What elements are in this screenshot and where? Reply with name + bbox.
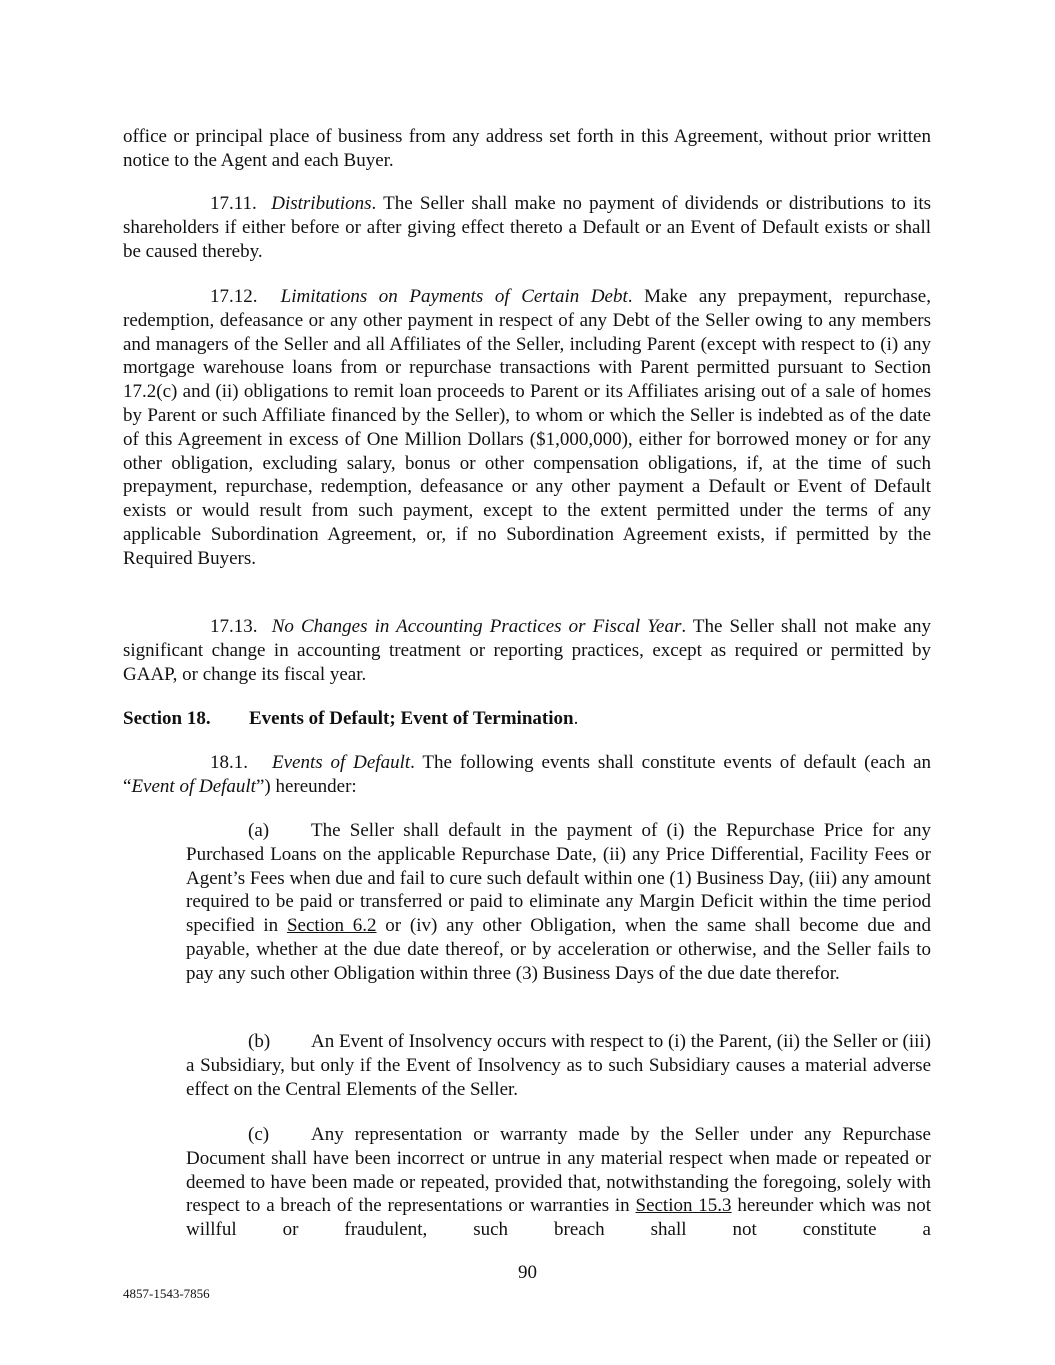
- section-title: Events of Default: [272, 752, 411, 773]
- clause-text: or (iv) any other Obligation, when the same shall become due and payable, whether at the due date thereof, or by acceleration or otherwise, and the Seller fails to pay any such other Obligation within three (3) Business Days of the due date therefor.: [186, 915, 931, 984]
- section-reference: Section 6.2: [286, 915, 377, 937]
- section-number: 17.12.: [210, 286, 258, 307]
- page-number: 90: [518, 1262, 537, 1283]
- paragraph-continuation: office or principal place of business from any address set forth in this Agreement, without prior written notice to the Agent and each Buyer.: [123, 126, 931, 171]
- section-text: . The Seller shall make no payment of dividends or distributions to its shareholders if either before or after giving effect thereto a Default or an Event of Default exists or shall be caused thereby.: [123, 193, 932, 262]
- clause-label: (a): [248, 820, 270, 841]
- clause-text: hereunder which was not willful or fraudulent, such breach shall not constitute a: [186, 1195, 932, 1241]
- clause-b: [186, 1030, 931, 1101]
- clause-label: (b): [248, 1031, 271, 1052]
- clause-text: An Event of Insolvency occurs with respect to (i) the Parent, (ii) the Seller or (iii) a Subsidiary, but only if the Event of Insolvency as to such Subsidiary causes a material adverse effect on the Central Elements of the Seller.: [186, 1031, 931, 1100]
- document-id: 4857-1543-7856: [123, 1286, 210, 1301]
- section-number: 18.1.: [210, 752, 248, 773]
- section-number: 17.11.: [210, 193, 257, 214]
- section-text: . The following events shall constitute events of default (each an “: [123, 752, 932, 797]
- clause-a: [186, 819, 931, 986]
- section-reference: Section 15.3: [635, 1195, 732, 1217]
- clause-text: The Seller shall default in the payment of (i) the Repurchase Price for any Purchased Loans on the applicable Repurchase Date, (ii) any Price Differential, Facility Fees or Agent’s Fees when due and fail to cure such default within one (1) Business Day, (iii) any amount required to be paid or transferred or paid to eliminate any Margin Deficit within the time period specified in: [186, 820, 931, 937]
- section-17-11: [123, 192, 931, 263]
- section-text: . Make any prepayment, repurchase, redemption, defeasance or any other payment in respect of any Debt of the Seller owing to any members and managers of the Seller and all Affiliates of the Seller, including Parent (except with respect to (i) any mortgage warehouse loans from or repurchase transactions with Parent permitted pursuant to Section 17.2(c) and (ii) obligations to remit loan proceeds to Parent or its Affiliates arising out of a sale of homes by Parent or such Affiliate financed by the Seller), to whom or which the Seller is indebted as of the date of this Agreement in excess of One Million Dollars ($1,000,000), either for borrowed money or for any other obligation, excluding salary, bonus or other compensation obligations, if, at the time of such prepayment, repurchase, redemption, defeasance or any other payment a Default or Event of Default exists or would result from such payment, except to the extent permitted under the terms of any applicable Subordination Agreement, or, if no Subordination Agreement exists, if permitted by the Required Buyers.: [123, 286, 931, 569]
- section-title: Limitations on Payments of Certain Debt: [280, 286, 628, 307]
- heading-period: .: [573, 708, 579, 729]
- section-18-1: [123, 751, 931, 799]
- section-text: ”) hereunder:: [255, 775, 357, 797]
- section-number: 17.13.: [210, 616, 258, 637]
- clause-text: Any representation or warranty made by the Seller under any Repurchase Document shall have been incorrect or untrue in any material respect when made or repeated or deemed to have been made or repeated, provided that, notwithstanding the foregoing, solely with respect to a breach of the representations or warranties in: [186, 1124, 931, 1217]
- section-title: Events of Default; Event of Termination: [249, 708, 574, 729]
- clause-label: (c): [248, 1124, 270, 1145]
- section-title: Distributions: [271, 193, 372, 214]
- section-17-13: [123, 615, 931, 686]
- clause-c: [186, 1123, 931, 1242]
- defined-term: Event of Default: [131, 775, 256, 797]
- section-text: . The Seller shall not make any significant change in accounting treatment or reporting practices, except as required or permitted by GAAP, or change its fiscal year.: [123, 616, 931, 685]
- section-number: Section 18.: [123, 708, 211, 729]
- section-18-heading: [123, 707, 931, 731]
- section-17-12: [123, 285, 931, 571]
- section-title: No Changes in Accounting Practices or Fiscal Year: [271, 616, 682, 637]
